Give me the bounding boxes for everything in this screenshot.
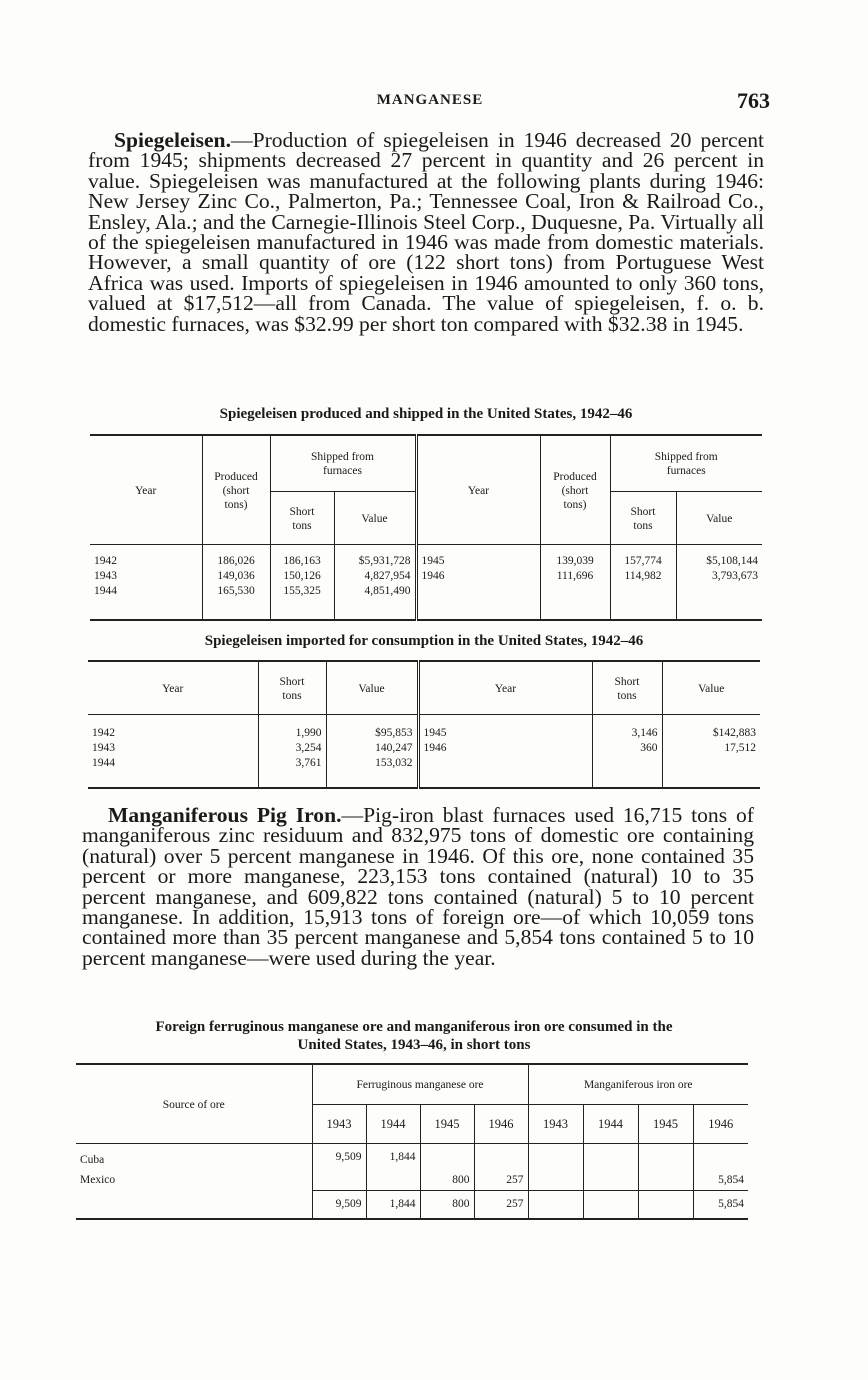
- t3-value-cell: [693, 1144, 748, 1171]
- t2-header-value-right: Value: [662, 661, 760, 715]
- spiegeleisen-lead: Spiegeleisen.: [114, 128, 231, 152]
- t3-header-year: 1944: [366, 1104, 420, 1144]
- t3-value-cell: [638, 1170, 693, 1190]
- t1-header-value-right: Value: [676, 491, 762, 545]
- t3-header-ferruginous: Ferruginous manganese ore: [312, 1064, 528, 1104]
- t3-value-cell: 257: [474, 1170, 528, 1190]
- spiegeleisen-body: —Production of spiegeleisen in 1946 decreased 20 percent from 1945; shipments decreased 27 percent in quantity and 26 percent in value. Spiegeleisen was manufactured at the following plants during 1946: New Jersey Zinc Co., Palmerton, Pa.; Tennessee Coal, Iron & Railroad Co., Ensley, Ala.; and the Carnegie-Illinois Steel Corp., Duquesne, Pa. Virtually all of the spiegeleisen manufactured in 1946 was made from domestic materials. However, a small quantity of ore (122 short tons) from Portuguese West Africa was used. Imports of spiegeleisen in 1946 amounted to only 360 tons, valued at $17,512—all from Canada. The value of spiegeleisen, f. o. b. domestic furnaces, was $32.99 per short ton compared with $32.38 in 1945.: [88, 128, 764, 336]
- t3-header-year: 1946: [693, 1104, 748, 1144]
- t2-header-year-left: Year: [88, 661, 258, 715]
- t3-value-cell: [638, 1144, 693, 1171]
- table3-caption-line1: Foreign ferruginous manganese ore and manganiferous iron ore consumed in the: [155, 1019, 673, 1035]
- t3-header-year: 1945: [638, 1104, 693, 1144]
- t1-header-shipped-right: Shipped from furnaces: [610, 435, 762, 491]
- t2-value-right: $142,883 17,512: [662, 715, 760, 789]
- t3-value-cell: [583, 1144, 638, 1171]
- t2-value-left: $95,853 140,247 153,032: [326, 715, 418, 789]
- t2-header-value-left: Value: [326, 661, 418, 715]
- t3-total-cell: 1,844: [366, 1190, 420, 1219]
- t3-total-cell: [583, 1190, 638, 1219]
- t3-total-cell: 5,854: [693, 1190, 748, 1219]
- spiegeleisen-paragraph: [88, 130, 764, 334]
- t3-header-manganiferous: Manganiferous iron ore: [528, 1064, 748, 1104]
- t3-value-cell: 9,509: [312, 1144, 366, 1171]
- t3-value-cell: [366, 1170, 420, 1190]
- t3-header-year: 1944: [583, 1104, 638, 1144]
- t3-value-cell: 800: [420, 1170, 474, 1190]
- table-row: [76, 1170, 748, 1190]
- t3-source-cell: Mexico: [80, 1174, 116, 1186]
- t1-short-tons-right: 157,774 114,982: [610, 545, 676, 621]
- t3-header-year: 1943: [528, 1104, 583, 1144]
- t1-years-right: 1945 1946: [416, 545, 540, 621]
- t2-years-left: 1942 1943 1944: [88, 715, 258, 789]
- t2-header-year-right: Year: [418, 661, 592, 715]
- t3-header-year: 1946: [474, 1104, 528, 1144]
- t3-total-cell: [528, 1190, 583, 1219]
- table-total-row: [76, 1190, 748, 1219]
- t3-value-cell: 5,854: [693, 1170, 748, 1190]
- t3-total-label: [76, 1190, 312, 1219]
- t1-header-year-left: Year: [90, 435, 202, 545]
- pig-iron-body: —Pig-iron blast furnaces used 16,715 tons of manganiferous zinc residuum and 832,975 tons of domestic ore containing (natural) over 5 percent manganese in 1946. Of this ore, none contained 35 percent or more manganese, 223,153 tons contained (natural) 10 to 35 percent manganese, and 609,822 tons contained (natural) 5 to 10 percent manganese. In addition, 15,913 tons of foreign ore—of which 10,059 tons contained more than 35 percent manganese and 5,854 tons contained 5 to 10 percent manganese—were used during the year.: [82, 803, 754, 970]
- ore-table: [76, 1063, 748, 1220]
- table3-caption: [72, 1018, 756, 1054]
- t1-header-produced-left: Produced (short tons): [202, 435, 270, 545]
- t3-value-cell: 1,844: [366, 1144, 420, 1171]
- t3-source-cell: Cuba: [80, 1154, 105, 1166]
- page-number: 763: [737, 88, 770, 113]
- pig-iron-paragraph: [82, 805, 754, 968]
- t1-years-left: 1942 1943 1944: [90, 545, 202, 621]
- t1-header-short-tons-left: Short tons: [270, 491, 334, 545]
- imports-table: [88, 660, 760, 789]
- t3-header-source: Source of ore: [76, 1064, 312, 1144]
- t3-total-cell: 9,509: [312, 1190, 366, 1219]
- t1-header-short-tons-right: Short tons: [610, 491, 676, 545]
- t3-value-cell: [528, 1144, 583, 1171]
- t3-value-cell: [420, 1144, 474, 1171]
- t3-total-cell: [638, 1190, 693, 1219]
- running-head: [90, 88, 770, 114]
- t2-header-short-tons-left: Short tons: [258, 661, 326, 715]
- t1-header-shipped-left: Shipped from furnaces: [270, 435, 416, 491]
- t3-header-year: 1945: [420, 1104, 474, 1144]
- t2-short-tons-left: 1,990 3,254 3,761: [258, 715, 326, 789]
- t3-value-cell: [312, 1170, 366, 1190]
- t3-header-year: 1943: [312, 1104, 366, 1144]
- table-row: [76, 1144, 748, 1171]
- table3-caption-line2: United States, 1943–46, in short tons: [297, 1037, 531, 1053]
- table1-caption: Spiegeleisen produced and shipped in the United States, 1942–46: [219, 406, 633, 422]
- t2-years-right: 1945 1946: [418, 715, 592, 789]
- t1-header-value-left: Value: [334, 491, 416, 545]
- t3-value-cell: [474, 1144, 528, 1171]
- pig-iron-lead: Manganiferous Pig Iron.: [108, 803, 342, 827]
- t1-value-right: $5,108,144 3,793,673: [676, 545, 762, 621]
- t1-short-tons-left: 186,163 150,126 155,325: [270, 545, 334, 621]
- t1-header-produced-right: Produced (short tons): [540, 435, 610, 545]
- t1-header-year-right: Year: [416, 435, 540, 545]
- running-title: MANGANESE: [376, 92, 484, 108]
- t3-total-cell: 800: [420, 1190, 474, 1219]
- t3-value-cell: [528, 1170, 583, 1190]
- t2-header-short-tons-right: Short tons: [592, 661, 662, 715]
- production-table: [90, 434, 762, 621]
- t3-total-cell: 257: [474, 1190, 528, 1219]
- t1-produced-right: 139,039 111,696: [540, 545, 610, 621]
- t1-value-left: $5,931,728 4,827,954 4,851,490: [334, 545, 416, 621]
- t1-produced-left: 186,026 149,036 165,530: [202, 545, 270, 621]
- table2-caption: Spiegeleisen imported for consumption in the United States, 1942–46: [204, 633, 644, 649]
- t3-value-cell: [583, 1170, 638, 1190]
- t2-short-tons-right: 3,146 360: [592, 715, 662, 789]
